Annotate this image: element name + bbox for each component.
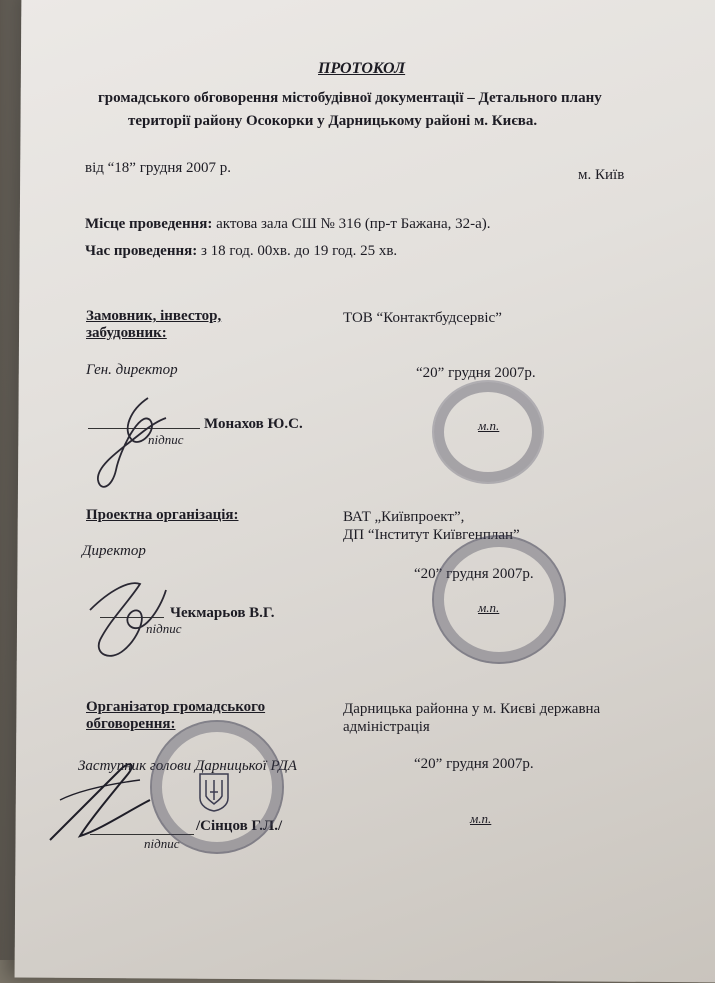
design-org-line1: ВАТ „Київпроект”,	[343, 509, 465, 525]
organizer-label-line1: Організатор громадського	[86, 699, 266, 715]
trident-emblem-icon	[194, 770, 234, 812]
design-signature-caption: підпис	[146, 621, 182, 636]
design-signature-scribble	[70, 570, 180, 680]
design-org-line2: ДП “Інститут Київгенплан”	[343, 527, 520, 543]
organizer-org-line2: адміністрація	[343, 719, 430, 735]
organizer-position: Заступник голови Дарницької РДА	[78, 758, 297, 774]
organizer-label-line2: обговорення:	[86, 716, 176, 732]
document-city: м. Київ	[578, 167, 625, 183]
meeting-time-value: з 18 год. 00хв. до 19 год. 25 хв.	[197, 243, 398, 259]
customer-label-line2: забудовник:	[86, 325, 167, 341]
meeting-place	[85, 216, 491, 233]
customer-label	[86, 308, 221, 342]
organizer-org	[343, 700, 600, 736]
document-title: ПРОТОКОЛ	[318, 60, 406, 77]
design-label: Проектна організація:	[86, 507, 239, 523]
customer-date: “20” грудня 2007р.	[416, 365, 536, 381]
design-date: “20” грудня 2007р.	[414, 566, 534, 582]
meeting-time	[85, 243, 397, 260]
design-signer: Чекмарьов В.Г.	[170, 605, 275, 621]
meeting-place-value: актова зала СШ № 316 (пр-т Бажана, 32-а).	[212, 216, 491, 232]
design-seal-label: м.п.	[478, 600, 500, 615]
customer-seal-label: м.п.	[478, 418, 500, 433]
organizer-org-line1: Дарницька районна у м. Києві державна	[343, 701, 601, 717]
meeting-time-label: Час проведення:	[85, 243, 198, 259]
customer-signature-scribble	[70, 390, 200, 500]
design-position: Директор	[82, 543, 146, 559]
document-date: від “18” грудня 2007 р.	[85, 160, 232, 176]
organizer-signer: /Сінцов Г.Л./	[196, 818, 283, 834]
organizer-seal-label: м.п.	[470, 811, 492, 826]
customer-org: ТОВ “Контактбудсервіс”	[343, 310, 502, 326]
customer-signer: Монахов Ю.С.	[204, 416, 303, 432]
organizer-date: “20” грудня 2007р.	[414, 756, 534, 772]
customer-signature-caption: підпис	[148, 432, 184, 447]
customer-position: Ген. директор	[86, 362, 178, 378]
meeting-place-label: Місце проведення:	[85, 216, 213, 232]
document-subtitle-line1: громадського обговорення містобудівної документації – Детального плану	[98, 90, 602, 106]
customer-label-line1: Замовник, інвестор,	[86, 308, 222, 324]
document-subtitle-line2: території району Осокорки у Дарницькому районі м. Києва.	[128, 113, 538, 129]
organizer-signature-caption: підпис	[144, 836, 180, 851]
